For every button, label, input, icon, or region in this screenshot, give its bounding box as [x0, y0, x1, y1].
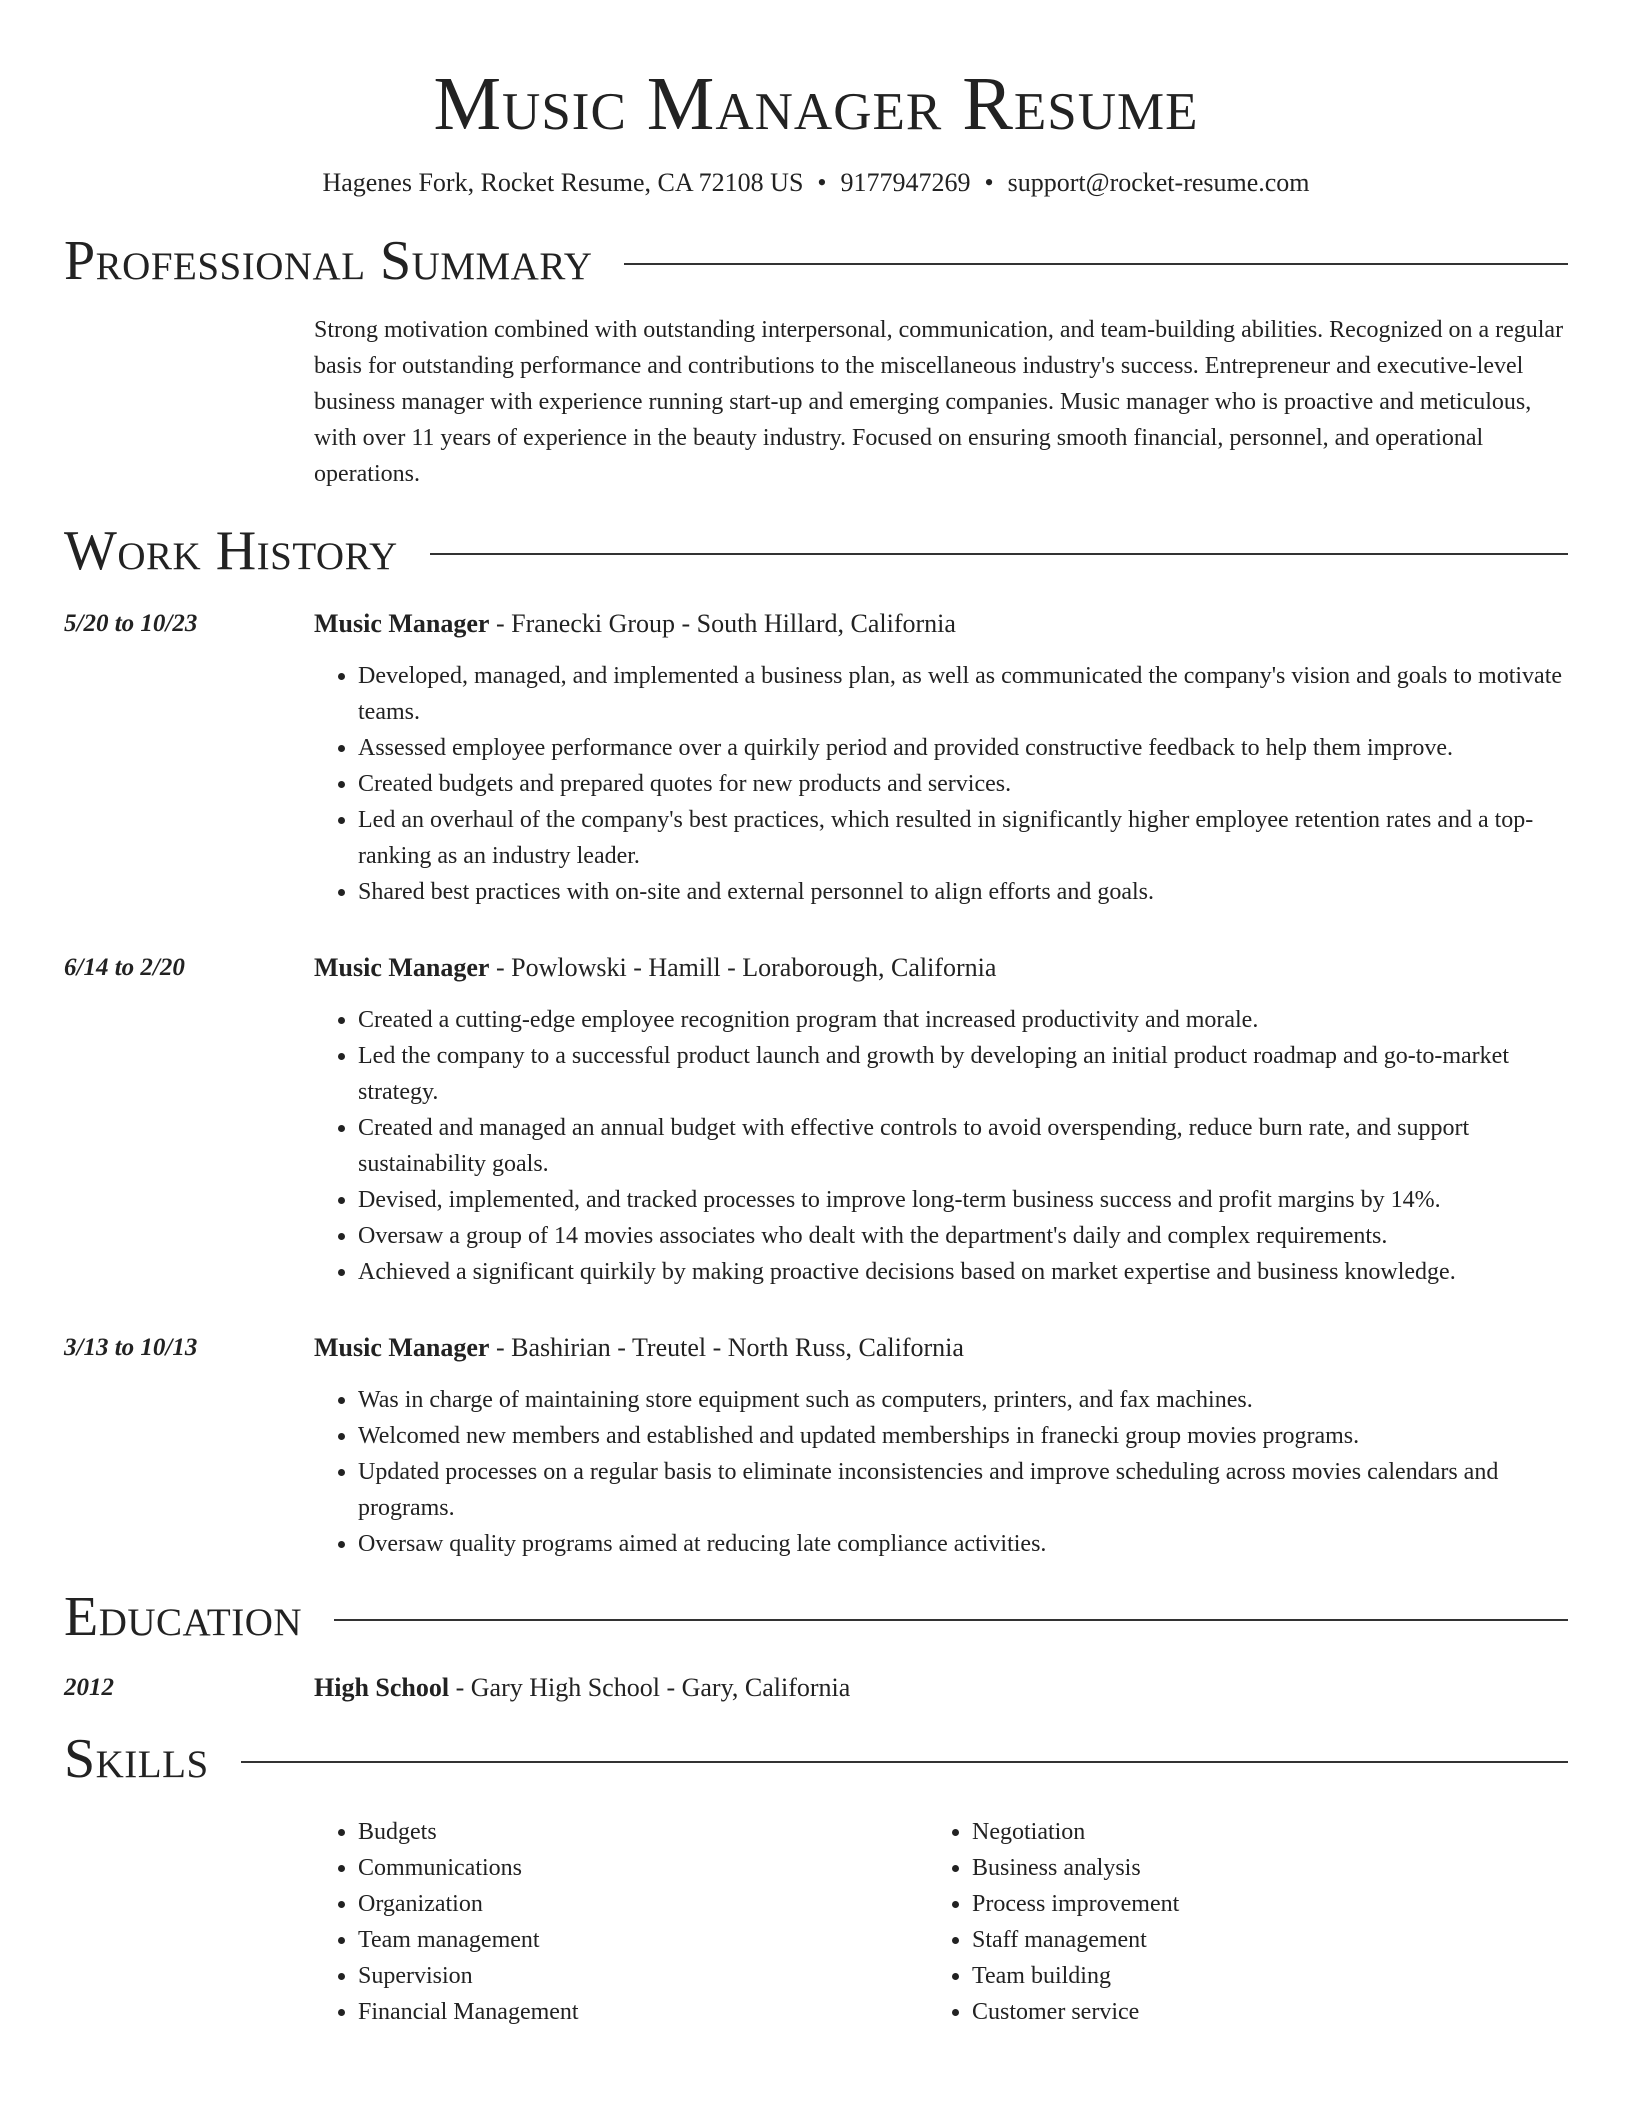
skill-item: • Process improvement	[972, 1886, 1179, 1922]
job-date: 5/20 to 10/23	[64, 610, 198, 637]
job-bullet: • Updated processes on a regular basis to eliminate inconsistencies and improve scheduling across movies calendars and programs.	[358, 1454, 1568, 1526]
job-details: - Bashirian - Treutel - North Russ, California	[489, 1333, 964, 1362]
job-bullets	[314, 1382, 1568, 1562]
skill-item: • Financial Management	[358, 1994, 928, 2030]
skills-list	[314, 1814, 1568, 2030]
job-bullet: • Assessed employee performance over a quirkily period and provided constructive feedback to help them improve.	[358, 730, 1568, 766]
job-bullet: • Developed, managed, and implemented a business plan, as well as communicated the company's vision and goals to motivate teams.	[358, 658, 1568, 730]
work-history-list	[64, 606, 1568, 1562]
job-entry	[64, 606, 1568, 910]
contact-phone: 9177947269	[840, 168, 971, 197]
skill-item: • Budgets	[358, 1814, 928, 1850]
job-details: - Powlowski - Hamill - Loraborough, California	[489, 953, 997, 982]
job-bullet: • Oversaw a group of 14 movies associates who dealt with the department's daily and complex requirements.	[358, 1218, 1568, 1254]
skill-item: • Staff management	[972, 1922, 1179, 1958]
contact-address: Hagenes Fork, Rocket Resume, CA 72108 US	[322, 168, 804, 197]
job-details: - Franecki Group - South Hillard, California	[489, 609, 956, 638]
job-bullet: • Shared best practices with on-site and external personnel to align efforts and goals.	[358, 874, 1568, 910]
skill-item: • Customer service	[972, 1994, 1179, 2030]
summary-section-header	[64, 228, 1568, 294]
job-title-line	[314, 950, 1568, 986]
contact-email: support@rocket-resume.com	[1007, 168, 1310, 197]
education-section-header	[64, 1584, 1568, 1650]
education-entry	[64, 1670, 1568, 1706]
job-bullet: • Was in charge of maintaining store equipment such as computers, printers, and fax machines.	[358, 1382, 1568, 1418]
job-bullet: • Achieved a significant quirkily by making proactive decisions based on market expertise and business knowledge.	[358, 1254, 1568, 1290]
job-bullet: • Welcomed new members and established and updated memberships in franecki group movies programs.	[358, 1418, 1568, 1454]
skills-section-header	[64, 1726, 1568, 1792]
resume-title: Music Manager Resume	[433, 62, 1199, 146]
skill-item: • Team building	[972, 1958, 1179, 1994]
skill-item: • Communications	[358, 1850, 928, 1886]
skill-item: • Negotiation	[972, 1814, 1179, 1850]
job-bullet: • Led the company to a successful product launch and growth by developing an initial product roadmap and go-to-market strategy.	[358, 1038, 1568, 1110]
contact-separator: •	[817, 168, 827, 197]
job-bullet: • Devised, implemented, and tracked processes to improve long-term business success and profit margins by 14%.	[358, 1182, 1568, 1218]
education-heading: Education	[64, 1586, 303, 1648]
job-bullet: • Oversaw quality programs aimed at reducing late compliance activities.	[358, 1526, 1568, 1562]
job-bullet: • Led an overhaul of the company's best practices, which resulted in significantly higher employee retention rates and a top-ranking as an industry leader.	[358, 802, 1568, 874]
education-degree: High School	[314, 1673, 450, 1702]
work-section-header	[64, 518, 1568, 584]
job-title: Music Manager	[314, 609, 490, 638]
job-title: Music Manager	[314, 1333, 490, 1362]
job-title-line	[314, 606, 1568, 642]
education-date: 2012	[64, 1674, 114, 1701]
job-entry	[64, 1330, 1568, 1562]
section-divider	[430, 553, 1568, 555]
section-divider	[334, 1619, 1568, 1621]
job-title-line	[314, 1330, 1568, 1366]
skill-item: • Business analysis	[972, 1850, 1179, 1886]
job-bullets	[314, 1002, 1568, 1290]
job-date: 6/14 to 2/20	[64, 954, 185, 981]
job-bullet: • Created budgets and prepared quotes for new products and services.	[358, 766, 1568, 802]
skill-item: • Team management	[358, 1922, 928, 1958]
skill-item: • Organization	[358, 1886, 928, 1922]
job-bullet: • Created a cutting-edge employee recognition program that increased productivity and morale.	[358, 1002, 1568, 1038]
section-divider	[241, 1761, 1568, 1763]
summary-text: Strong motivation combined with outstanding interpersonal, communication, and team-building abilities. Recognized on a regular basis for outstanding performance and contributions to the miscellaneous industry's success. Entrepreneur and executive-level business manager with experience running start-up and emerging companies. Music manager who is proactive and meticulous, with over 11 years of experience in the beauty industry. Focused on ensuring smooth financial, personnel, and operational operations.	[314, 317, 1564, 487]
contact-line	[64, 166, 1568, 200]
skill-item: • Supervision	[358, 1958, 928, 1994]
job-title: Music Manager	[314, 953, 490, 982]
work-heading: Work History	[64, 520, 398, 582]
job-bullets	[314, 658, 1568, 910]
contact-separator: •	[984, 168, 994, 197]
skills-column-right	[928, 1814, 1179, 2030]
job-bullet: • Created and managed an annual budget with effective controls to avoid overspending, reduce burn rate, and support sustainability goals.	[358, 1110, 1568, 1182]
job-entry	[64, 950, 1568, 1290]
section-divider	[624, 263, 1568, 265]
summary-heading: Professional Summary	[64, 230, 593, 292]
skills-heading: Skills	[64, 1728, 209, 1790]
education-details: - Gary High School - Gary, California	[449, 1673, 851, 1702]
skills-column-left	[314, 1814, 928, 2030]
job-date: 3/13 to 10/13	[64, 1334, 198, 1361]
